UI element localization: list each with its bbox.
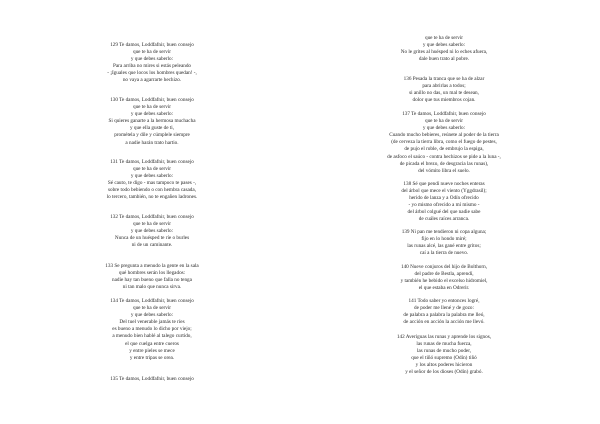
verse-line: es bueno a menudo lo dicho por viejo;	[112, 326, 192, 333]
verse-line: 133 Se pregunta a menudo la gente en la sala	[105, 263, 199, 269]
stanza-135	[52, 376, 252, 383]
verse-line: (de cerveza la tierra libra, como el fuego de pestes,	[391, 139, 497, 146]
verse-line: y entre pieles se mece	[129, 347, 175, 354]
verse-line: 141 Todo saber yo entonces logré,	[408, 298, 480, 304]
verse-line: que el tiñó supremo (Odín) tiñó	[411, 355, 477, 362]
verse-line: de asfoco el saúco - contra hechizos se pide a la luna -,	[387, 153, 501, 160]
verse-line: y que debes saberlo:	[130, 56, 174, 63]
verse-line: las runas de mucho poder,	[416, 348, 472, 355]
stanza-141	[340, 298, 548, 326]
verse-line: y que debes saberlo:	[130, 173, 174, 180]
verse-line: de pujo el roble, de embrujo la espiga,	[404, 146, 484, 153]
stanza-132	[52, 214, 252, 249]
verse-line: 142 Averiguas las runas y aprende los signos,	[396, 334, 492, 340]
verse-line: las runas alcé, las gané entre gritos;	[407, 243, 481, 250]
stanza-142	[340, 334, 548, 377]
verse-line: de cuáles raíces arranca.	[418, 216, 470, 223]
stanza-131	[52, 159, 252, 202]
verse-line: si anillo no das, un mal te desean,	[409, 90, 479, 97]
verse-line: 136 Pesada la tranca que se ha de alzar	[403, 76, 485, 82]
verse-line: 132 Te damos, Loddfafnir, buen consejo	[110, 214, 194, 220]
verse-line: - yo mismo ofrecido a mí mismo -	[408, 202, 480, 209]
verse-line: lo tercero, también, no te engañen ladrones.	[106, 194, 198, 201]
verse-line: a menudo bien hablé al talego curtido,	[112, 333, 192, 340]
verse-line: No le grites al huésped ni lo eches afuera,	[400, 49, 488, 56]
verse-line: que te ha de servir	[132, 221, 172, 228]
stanza-138	[340, 181, 548, 224]
verse-line: sobre todo bebiendo o con hembra casada,	[107, 187, 196, 194]
verse-line: del árbol que mece el viento (Yggdrasil);	[401, 188, 487, 195]
verse-line: dale buen trato al pobre.	[418, 56, 470, 63]
verse-line: dolor que tus miembros cojan.	[412, 97, 476, 104]
verse-line: que te ha de servir	[132, 166, 172, 173]
verse-line: a nadie harán trato hartio.	[125, 139, 179, 146]
verse-line: Para arriba no mires si estás peleando	[112, 63, 192, 70]
verse-line: para abrirlas a todos;	[422, 83, 466, 90]
verse-line: 134 Te damos, Loddfafnir, buen consejo	[110, 298, 194, 304]
verse-line: que te ha de servir	[132, 104, 172, 111]
stanza-135-continued	[340, 35, 548, 63]
verse-line: el que cuelga entre cueros	[125, 340, 179, 347]
verse-line: - ¡Iguales que locos los hombres quedan! -,	[107, 70, 197, 77]
stanza-139	[340, 229, 548, 257]
verse-line: no vaya a agarrarte hechizo.	[122, 77, 182, 84]
verse-line: y que ella guste de ti,	[129, 125, 175, 132]
verse-line: y que debes saberlo:	[130, 111, 174, 118]
verse-line: del padre de Bestla, aprendí,	[414, 271, 474, 278]
stanza-130	[52, 97, 252, 147]
verse-line: de acción en acción la acción me llevó.	[403, 319, 485, 326]
verse-line: Del tuel venerable jamás te ríes	[119, 319, 185, 326]
verse-line: ni tan malo que nunca sirva.	[122, 284, 182, 291]
stanza-137	[340, 111, 548, 175]
verse-line: y los altos poderes hicieron	[415, 362, 473, 369]
verse-line: 131 Te damos, Loddfafnir, buen consejo	[110, 159, 194, 165]
verse-line: Si quieres ganarte a la hermosa muchacha	[108, 118, 196, 125]
verse-line: caí a la tierra de nuevo.	[419, 250, 469, 257]
verse-line: 140 Nueve conjuros del hijo de Bolthorn,	[400, 264, 487, 270]
verse-line: y también he bebido el excelso hidromiel,	[400, 278, 488, 285]
verse-line: 130 Te damos, Loddfafnir, buen consejo	[110, 97, 194, 103]
verse-line: que te ha de servir	[132, 49, 172, 56]
verse-line: Sé cauto, te digo - mas tampoco te pases -,	[107, 180, 197, 187]
verse-line: que te ha de servir	[132, 305, 172, 312]
verse-line: y entre tripas se orea.	[129, 354, 175, 361]
verse-line: el que estaba en Odrerir.	[418, 285, 470, 292]
stanza-136	[340, 76, 548, 104]
verse-line: y el señor de los dioses (Odín) grabó.	[405, 369, 483, 376]
verse-line: herido de lanza y a Odín ofrecido	[409, 195, 479, 202]
stanza-140	[340, 264, 548, 292]
verse-line: y que debes saberlo:	[130, 228, 174, 235]
verse-line: que te ha de servir	[424, 35, 464, 41]
verse-line: ni de un caminante.	[131, 242, 173, 249]
verse-line: que te ha de servir	[424, 118, 464, 125]
verse-line: qué hombres serán los llegados:	[118, 270, 186, 277]
verse-line: y que debes saberlo:	[422, 125, 466, 132]
verse-line: 135 Te damos, Loddfafnir, buen consejo	[110, 376, 194, 382]
verse-line: 129 Te damos, Loddfafnir, buen consejo	[110, 42, 194, 48]
verse-line: Nunca de un huésped te ríe o burles	[114, 235, 190, 242]
verse-line: de poder me llené y de gozo:	[414, 305, 474, 312]
verse-line: 137 Te damos, Loddfafnir, buen consejo	[402, 111, 486, 117]
verse-line: prométela y dile y cúmplele siempre	[114, 132, 190, 139]
verse-line: fijo en lo hondo miré;	[421, 236, 467, 243]
verse-line: Cuando mucho bebieres, reúnete al poder de la tierra	[389, 132, 499, 139]
verse-line: de palabra a palabra la palabra me lleó,	[403, 312, 485, 319]
verse-line: 138 Sé que pendí nueve noches enteras	[403, 181, 485, 187]
stanza-134	[52, 298, 252, 362]
verse-line: de picada el brezo, de desgracia las runas),	[399, 160, 489, 167]
stanza-129	[52, 42, 252, 85]
verse-line: y que debes saberlo:	[422, 42, 466, 49]
verse-line: y que debes saberlo:	[130, 312, 174, 319]
stanza-133	[52, 263, 252, 291]
verse-line: del vómito libra el suelo.	[418, 167, 470, 174]
verse-line: las runas de mucha fuerza,	[416, 341, 472, 348]
verse-line: nadie hay tan bueno que falla no tenga	[112, 277, 192, 284]
verse-line: 139 Ni pan me tendieron ni copa alguna;	[401, 229, 487, 235]
verse-line: del árbol colgué del que nadie sabe	[407, 209, 481, 216]
